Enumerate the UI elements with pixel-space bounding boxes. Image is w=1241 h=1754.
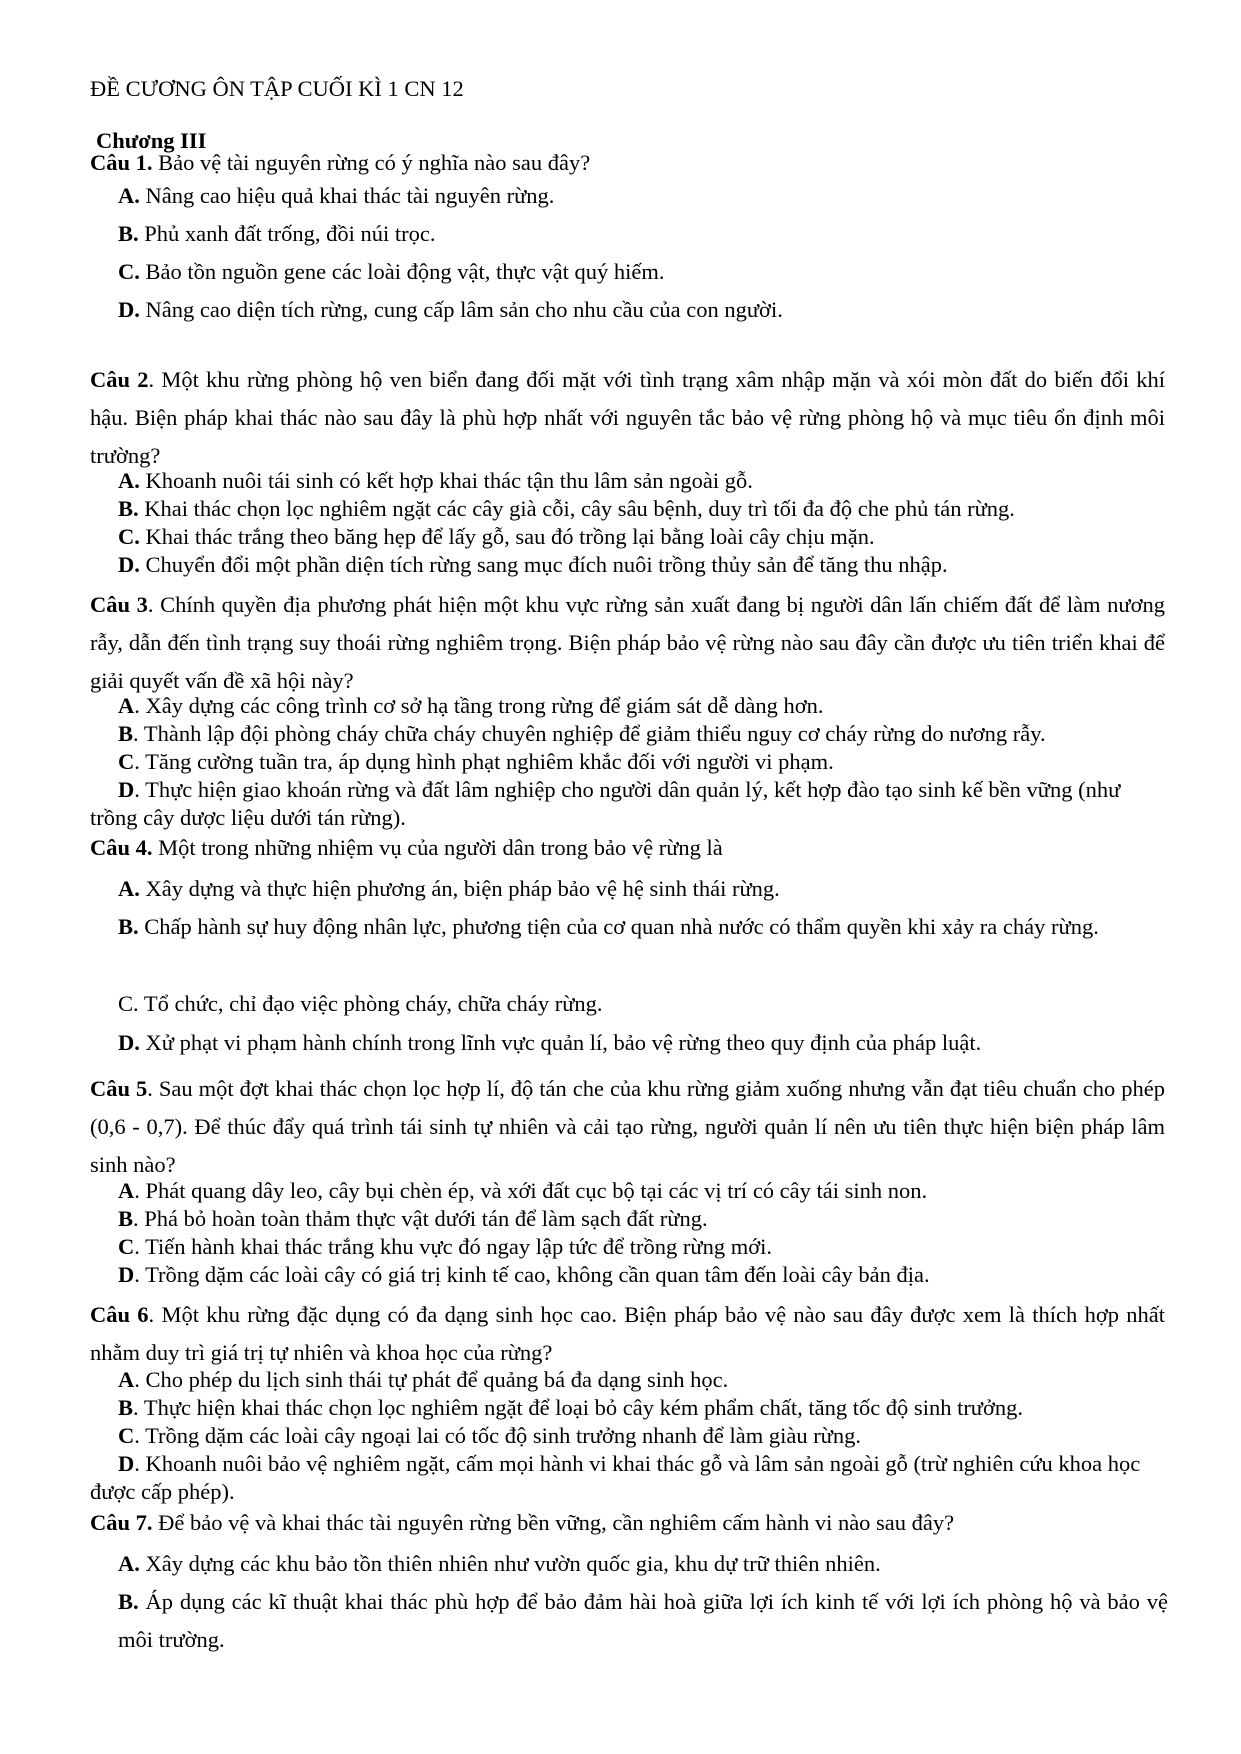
question-text: . Một khu rừng phòng hộ ven biển đang đối mặt với tình trạng xâm nhập mặn và xói mòn đất do biến đổi khí hậu. Biện pháp khai thác nào sau đây là phù hợp nhất với nguyên tắc bảo vệ rừng phòng hộ và mục tiêu ổn định môi trường? — [90, 367, 1165, 468]
question-label: Câu 2 — [90, 367, 149, 392]
option-label: A — [118, 1367, 135, 1392]
question-4-option-b — [118, 908, 1168, 946]
option-label: C — [118, 749, 135, 774]
option-text: Nâng cao diện tích rừng, cung cấp lâm sản cho nhu cầu của con người. — [139, 297, 783, 322]
option-text: Chuyển đổi một phần diện tích rừng sang mục đích nuôi trồng thủy sản để tăng thu nhập. — [139, 552, 948, 577]
question-5-option-d — [118, 1261, 1168, 1289]
question-text: Một trong những nhiệm vụ của người dân trong bảo vệ rừng là — [152, 835, 723, 860]
document-title: ĐỀ CƯƠNG ÔN TẬP CUỐI KÌ 1 CN 12 — [90, 76, 464, 101]
option-label: A — [118, 693, 135, 718]
question-5-option-a — [118, 1177, 1168, 1205]
question-7-option-a — [118, 1545, 1168, 1583]
option-label: D — [118, 1262, 135, 1287]
option-text: . Cho phép du lịch sinh thái tự phát để quảng bá đa dạng sinh học. — [134, 1367, 729, 1392]
option-text: Phủ xanh đất trống, đồi núi trọc. — [138, 221, 436, 246]
option-label: B — [118, 1395, 134, 1420]
question-label: Câu 4. — [90, 835, 153, 860]
question-1-option-d — [118, 291, 1168, 329]
question-label: Câu 5 — [90, 1076, 148, 1101]
question-4-option-c — [118, 985, 1168, 1023]
option-label: D. — [118, 1030, 140, 1055]
option-label: A. — [118, 468, 140, 493]
question-6-option-a — [118, 1366, 1168, 1394]
question-3-option-d — [90, 776, 1168, 832]
option-text: Chấp hành sự huy động nhân lực, phương tiện của cơ quan nhà nước có thẩm quyền khi xảy ra cháy rừng. — [138, 914, 1099, 939]
question-3-option-b — [118, 720, 1168, 748]
option-label: C. — [118, 991, 139, 1016]
option-label: D — [118, 1451, 135, 1476]
option-text: Nâng cao hiệu quả khai thác tài nguyên rừng. — [139, 183, 555, 208]
question-label: Câu 6 — [90, 1302, 149, 1327]
option-text: Khoanh nuôi tái sinh có kết hợp khai thác tận thu lâm sản ngoài gỗ. — [139, 468, 753, 493]
option-text: . Thực hiện khai thác chọn lọc nghiêm ngặt để loại bỏ cây kém phẩm chất, tăng tốc độ sinh trưởng. — [133, 1395, 1024, 1420]
option-text: Xử phạt vi phạm hành chính trong lĩnh vực quản lí, bảo vệ rừng theo quy định của pháp luật. — [139, 1030, 982, 1055]
option-label: D. — [118, 552, 140, 577]
question-6-option-d — [90, 1450, 1168, 1506]
option-label: B. — [118, 221, 139, 246]
option-text: Khai thác chọn lọc nghiêm ngặt các cây già cỗi, cây sâu bệnh, duy trì tối đa độ che phủ tán rừng. — [138, 496, 1015, 521]
option-text: . Thực hiện giao khoán rừng và đất lâm nghiệp cho người dân quản lý, kết hợp đào tạo sinh kế bền vững (như trồng cây dược liệu dưới tán rừng). — [90, 777, 1121, 830]
question-5-option-c — [118, 1233, 1168, 1261]
question-label: Câu 7. — [90, 1510, 153, 1535]
option-text: Khai thác trắng theo băng hẹp để lấy gỗ, sau đó trồng lại bằng loài cây chịu mặn. — [139, 524, 875, 549]
question-7 — [90, 1504, 1165, 1542]
question-text: . Chính quyền địa phương phát hiện một khu vực rừng sản xuất đang bị người dân lấn chiếm đất để làm nương rẫy, dẫn đến tình trạng suy thoái rừng nghiêm trọng. Biện pháp bảo vệ rừng nào sau đây cần được ưu tiên triển khai để giải quyết vấn đề xã hội này? — [90, 592, 1165, 693]
option-label: B. — [118, 496, 139, 521]
option-text: Xây dựng các khu bảo tồn thiên nhiên như vườn quốc gia, khu dự trữ thiên nhiên. — [139, 1551, 881, 1576]
option-text: . Trồng dặm các loài cây ngoại lai có tốc độ sinh trưởng nhanh để làm giàu rừng. — [134, 1423, 862, 1448]
question-7-option-b — [118, 1583, 1168, 1659]
option-label: A — [118, 1178, 135, 1203]
option-label: C — [118, 1423, 135, 1448]
option-label: C. — [118, 524, 140, 549]
question-text: Bảo vệ tài nguyên rừng có ý nghĩa nào sau đây? — [152, 150, 591, 175]
question-label: Câu 1. — [90, 150, 153, 175]
option-text: . Phát quang dây leo, cây bụi chèn ép, và xới đất cục bộ tại các vị trí có cây tái sinh non. — [134, 1178, 928, 1203]
option-label: D — [118, 777, 135, 802]
option-text: Xây dựng và thực hiện phương án, biện pháp bảo vệ hệ sinh thái rừng. — [139, 876, 780, 901]
question-1-option-b — [118, 215, 1168, 253]
option-text: . Khoanh nuôi bảo vệ nghiêm ngặt, cấm mọi hành vi khai thác gỗ và lâm sản ngoài gỗ (trừ nghiên cứu khoa học được cấp phép). — [90, 1451, 1141, 1504]
option-text: . Tiến hành khai thác trắng khu vực đó ngay lập tức để trồng rừng mới. — [134, 1234, 772, 1259]
option-text: Bảo tồn nguồn gene các loài động vật, thực vật quý hiếm. — [139, 259, 665, 284]
option-text: . Tăng cường tuần tra, áp dụng hình phạt nghiêm khắc đối với người vi phạm. — [134, 749, 834, 774]
question-text: . Một khu rừng đặc dụng có đa dạng sinh học cao. Biện pháp bảo vệ nào sau đây được xem là thích hợp nhất nhằm duy trì giá trị tự nhiên và khoa học của rừng? — [90, 1302, 1165, 1365]
option-label: A. — [118, 183, 140, 208]
option-label: C — [118, 1234, 135, 1259]
question-6-option-b — [118, 1394, 1168, 1422]
option-label: B. — [118, 914, 139, 939]
question-3-option-a — [118, 692, 1168, 720]
question-2-option-c — [118, 523, 1168, 551]
question-6 — [90, 1296, 1165, 1372]
question-4 — [90, 829, 1165, 867]
question-3 — [90, 586, 1165, 700]
question-5-option-b — [118, 1205, 1168, 1233]
question-4-option-d — [118, 1024, 1168, 1062]
question-2 — [90, 361, 1165, 475]
option-label: B — [118, 1206, 134, 1231]
option-text: . Phá bỏ hoàn toàn thảm thực vật dưới tán để làm sạch đất rừng. — [133, 1206, 708, 1231]
question-6-option-c — [118, 1422, 1168, 1450]
question-2-option-d — [118, 551, 1168, 579]
option-label: D. — [118, 297, 140, 322]
question-4-option-a — [118, 870, 1168, 908]
question-1-option-a — [118, 177, 1168, 215]
question-label: Câu 3 — [90, 592, 148, 617]
option-text: . Thành lập đội phòng cháy chữa cháy chuyên nghiệp để giảm thiểu nguy cơ cháy rừng do nương rẫy. — [133, 721, 1046, 746]
option-text: . Trồng dặm các loài cây có giá trị kinh tế cao, không cần quan tâm đến loài cây bản địa. — [134, 1262, 930, 1287]
option-label: A. — [118, 876, 140, 901]
option-label: A. — [118, 1551, 140, 1576]
question-2-option-b — [118, 495, 1168, 523]
option-label: B — [118, 721, 134, 746]
option-label: B. — [118, 1589, 139, 1614]
question-3-option-c — [118, 748, 1168, 776]
option-text: Áp dụng các kĩ thuật khai thác phù hợp để bảo đảm hài hoà giữa lợi ích kinh tế với lợi ích phòng hộ và bảo vệ môi trường. — [118, 1589, 1168, 1652]
question-1-option-c — [118, 253, 1168, 291]
question-text: Để bảo vệ và khai thác tài nguyên rừng bền vững, cần nghiêm cấm hành vi nào sau đây? — [152, 1510, 955, 1535]
option-label: C. — [118, 259, 140, 284]
question-2-option-a — [118, 467, 1168, 495]
question-5 — [90, 1070, 1165, 1184]
option-text: . Xây dựng các công trình cơ sở hạ tầng trong rừng để giám sát dễ dàng hơn. — [134, 693, 824, 718]
option-text: Tổ chức, chỉ đạo việc phòng cháy, chữa cháy rừng. — [138, 991, 603, 1016]
chapter-heading: Chương III — [96, 128, 207, 153]
question-text: . Sau một đợt khai thác chọn lọc hợp lí, độ tán che của khu rừng giảm xuống nhưng vẫn đạt tiêu chuẩn cho phép (0,6 - 0,7). Để thúc đẩy quá trình tái sinh tự nhiên và cải tạo rừng, người quản lí nên ưu tiên thực hiện biện pháp lâm sinh nào? — [90, 1076, 1165, 1177]
